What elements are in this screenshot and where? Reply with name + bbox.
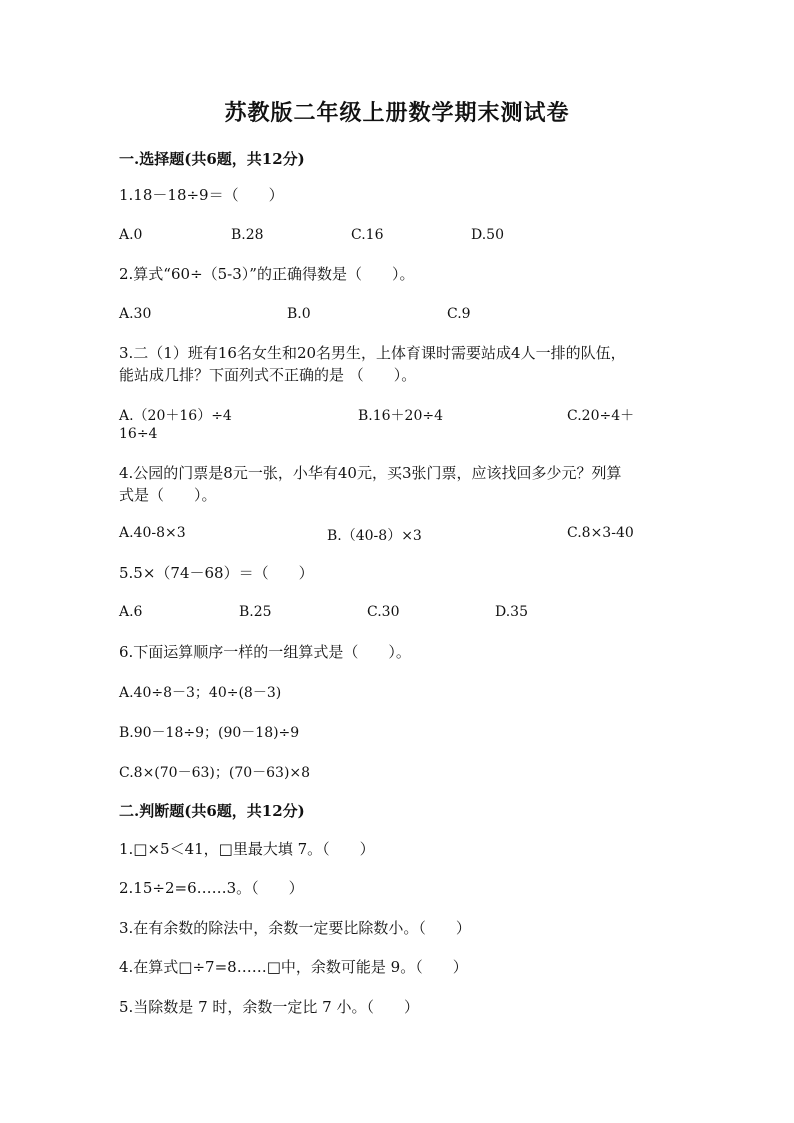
judgment-item-1: 1.□×5＜41，□里最大填 7。（ ） [119, 840, 375, 858]
question-5-option-d: D.35 [495, 604, 528, 620]
question-1-option-b: B.28 [231, 227, 264, 243]
question-2-option-b: B.0 [287, 306, 311, 322]
question-3-option-a: A.（20＋16）÷4 [119, 408, 232, 424]
question-3-stem-line2: 能站成几排？下面列式不正确的是 （ ）。 [119, 366, 417, 384]
question-4-option-b: B.（40-8）×3 [327, 528, 422, 544]
question-6-option-a: A.40÷8－3；40÷(8－3) [119, 685, 282, 701]
question-5-option-b: B.25 [239, 604, 272, 620]
question-1-stem: 1.18－18÷9＝（ ） [119, 186, 284, 204]
question-3-option-c: C.20÷4＋ [567, 408, 635, 424]
question-4-option-a: A.40-8×3 [119, 525, 186, 541]
question-1-option-d: D.50 [471, 227, 504, 243]
question-3-option-c-continued: 16÷4 [119, 426, 158, 442]
judgment-item-4: 4.在算式□÷7=8……□中，余数可能是 9。（ ） [119, 958, 468, 976]
page-title: 苏教版二年级上册数学期末测试卷 [224, 100, 570, 126]
section-heading-judgment: 二.判断题(共6题，共12分) [119, 802, 305, 820]
question-5-option-a: A.6 [119, 604, 143, 620]
judgment-item-2: 2.15÷2=6……3。（ ） [119, 879, 304, 897]
question-6-option-c: C.8×(70－63)；(70－63)×8 [119, 765, 311, 781]
question-6-stem: 6.下面运算顺序一样的一组算式是（ ）。 [119, 643, 411, 661]
question-6-option-b: B.90－18÷9；(90－18)÷9 [119, 725, 300, 741]
question-5-stem: 5.5×（74－68）＝（ ） [119, 564, 314, 582]
question-4-option-c: C.8×3-40 [567, 525, 634, 541]
question-2-option-a: A.30 [119, 306, 152, 322]
question-2-stem: 2.算式“60÷（5-3）”的正确得数是（ ）。 [119, 265, 415, 283]
question-5-option-c: C.30 [367, 604, 400, 620]
judgment-item-5: 5.当除数是 7 时，余数一定比 7 小。（ ） [119, 998, 419, 1016]
judgment-item-3: 3.在有余数的除法中，余数一定要比除数小。（ ） [119, 919, 471, 937]
question-4-stem-line2: 式是（ ）。 [119, 486, 217, 504]
question-3-option-b: B.16＋20÷4 [358, 408, 444, 424]
question-4-stem-line1: 4.公园的门票是8元一张，小华有40元，买3张门票，应该找回多少元？列算 [119, 464, 622, 482]
question-2-option-c: C.9 [447, 306, 471, 322]
question-1-option-c: C.16 [351, 227, 384, 243]
question-3-stem-line1: 3.二（1）班有16名女生和20名男生，上体育课时需要站成4人一排的队伍， [119, 344, 626, 362]
question-1-option-a: A.0 [119, 227, 143, 243]
section-heading-choice: 一.选择题(共6题，共12分) [119, 150, 305, 168]
